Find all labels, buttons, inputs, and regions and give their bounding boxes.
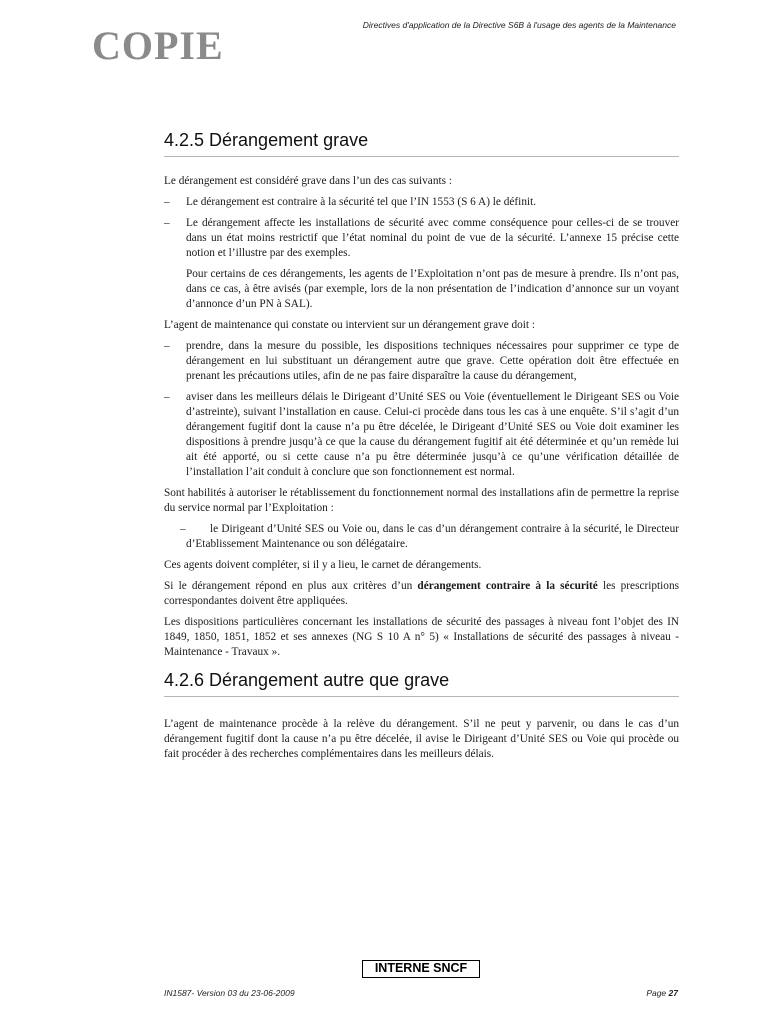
list-item-text: le Dirigeant d’Unité SES ou Voie ou, dans le cas d’un dérangement contraire à la sécurité, le Directeur d’Etablissement Maintenance ou son délégataire. <box>186 523 679 550</box>
list-item <box>164 522 679 552</box>
criteria-text-post: les prescriptions correspondantes doivent être appliquées. <box>164 580 680 607</box>
list-item <box>164 195 679 210</box>
list-item-text: Le dérangement affecte les installations de sécurité avec comme conséquence pour celles-ci de se trouver dans un état moins restrictif que l’état nominal du point de vue de la sécurité. L’annexe 15 précise cette notion et l’illustre par des exemples. <box>186 217 679 259</box>
paragraph-habilites: Sont habilités à autoriser le rétablissement du fonctionnement normal des installations afin de permettre la reprise du service normal par l’Exploitation : <box>164 487 679 514</box>
dash-bullet: – <box>180 523 186 535</box>
dash-bullet: – <box>164 340 170 352</box>
document-body <box>164 130 679 768</box>
paragraph-autre-que-grave: L’agent de maintenance procède à la relève du dérangement. S’il ne peut y parvenir, ou dans le cas d’un dérangement fugitif dont la cause n’a pu être décelée, il avise le Dirigeant d’Unité SES ou Voie qui procède ou fait procéder à des recherches complémentaires dans les meilleurs délais. <box>164 718 679 760</box>
dash-bullet: – <box>164 391 170 403</box>
dash-bullet: – <box>164 196 170 208</box>
list-item-text: prendre, dans la mesure du possible, les dispositions techniques nécessaires pour supprimer ce type de dérangement en lui substituant un dérangement autre que grave. Cette opération doit être effectuée en prenant les précautions utiles, afin de ne pas faire disparaître la cause du dérangement, <box>186 340 679 382</box>
list-item <box>164 390 679 480</box>
paragraph-carnet: Ces agents doivent compléter, si il y a lieu, le carnet de dérangements. <box>164 559 482 571</box>
copie-stamp: COPIE <box>92 23 224 68</box>
criteria-text-pre: Si le dérangement répond en plus aux critères d’un <box>164 580 418 592</box>
dash-bullet: – <box>164 217 170 229</box>
list-item-text: aviser dans les meilleurs délais le Dirigeant d’Unité SES ou Voie (éventuellement le Dirigeant SES ou Voie d’astreinte), suivant l’installation en cause. Celui-ci procède dans tous les cas à une enquête. S’il s’agit d’un dérangement fugitif dont la cause n’a pu être décelée, le Dirigeant d’Unité SES ou Voie doit examiner les dispositions à prendre jusqu’à ce que la cause du dérangement fugitif ait été déterminée et qu’un remède lui ait été apporté, ou si cette cause n’a pu être déterminée jusqu’à ce qu’une vérification détaillée de l’installation l’ait conduit à conclure que son fonctionnement est normal. <box>186 391 679 478</box>
paragraph-bullet-note: Pour certains de ces dérangements, les agents de l’Exploitation n’ont pas de mesure à prendre. Ils n’ont pas, dans ce cas, à être avisés (par exemple, lors de la non présentation de l’indication d’annonce sur un voyant d’annonce d’un PN à SAL). <box>186 268 679 310</box>
list-item <box>164 216 679 261</box>
section-heading-4-2-6: 4.2.6 Dérangement autre que grave <box>164 670 679 697</box>
criteria-text-bold: dérangement contraire à la sécurité <box>417 580 598 592</box>
page-label: Page <box>646 988 669 998</box>
section-heading-4-2-5: 4.2.5 Dérangement grave <box>164 130 679 157</box>
document-reference: IN1587- Version 03 du 23-06-2009 <box>164 988 295 998</box>
page-number-value: 27 <box>668 988 678 998</box>
running-header: Directives d'application de la Directive S6B à l'usage des agents de la Maintenance <box>362 20 676 30</box>
paragraph-agent-intro: L’agent de maintenance qui constate ou intervient sur un dérangement grave doit : <box>164 319 535 331</box>
paragraph-intro: Le dérangement est considéré grave dans l’un des cas suivants : <box>164 175 452 187</box>
page-number <box>646 988 678 998</box>
paragraph-dispositions: Les dispositions particulières concernant les installations de sécurité des passages à niveau font l’objet des IN 1849, 1850, 1851, 1852 et ses annexes (NG S 10 A n° 5) « Installations de sécurité des passages à niveau - Maintenance - Travaux ». <box>164 616 679 658</box>
paragraph-criteria <box>164 579 679 609</box>
list-item-text: Le dérangement est contraire à la sécurité tel que l’IN 1553 (S 6 A) le définit. <box>186 196 537 208</box>
interne-sncf-badge: INTERNE SNCF <box>362 960 480 978</box>
list-item <box>164 339 679 384</box>
